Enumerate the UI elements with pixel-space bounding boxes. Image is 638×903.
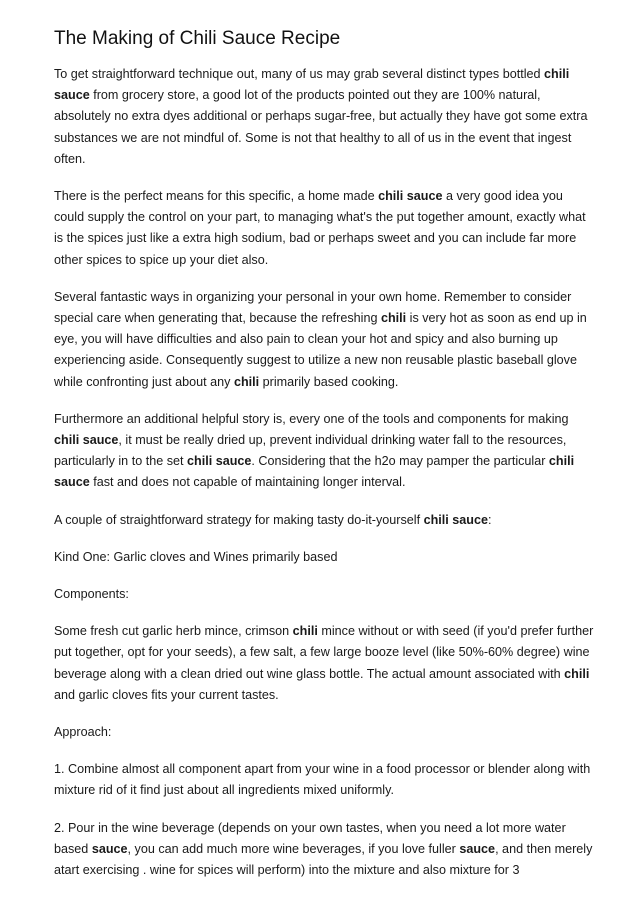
bold-keyword: chili	[380, 311, 407, 326]
bold-keyword: chili sauce	[423, 512, 488, 527]
text-run: Approach:	[54, 725, 112, 740]
text-run: Components:	[54, 587, 129, 602]
bold-keyword: chili sauce	[378, 189, 443, 204]
document-page	[54, 27, 594, 897]
bold-keyword: chili	[233, 374, 260, 389]
paragraph	[54, 584, 594, 605]
paragraph	[54, 759, 594, 801]
text-run: , and then merely atart exercising . wine for spices will perform) into the mixture and also mixture for 3	[54, 841, 593, 878]
text-run: . Considering that the h2o may pamper the particular	[251, 454, 549, 469]
text-run: To get straightforward technique out, many of us may grab several distinct types bottled	[54, 67, 545, 81]
text-run: from grocery store, a good lot of the products pointed out they are 100% natural, absolutely no extra dyes additional or perhaps sugar-free, but actually they have got some extra substances we are not mindful of. Some is not that healthy to all of us in the event that ingest often.	[54, 88, 588, 166]
bold-keyword: chili	[292, 624, 318, 639]
paragraph	[54, 818, 594, 882]
text-run: , it must be really dried up, prevent individual drinking water fall to the resources, particularly in to the set	[54, 433, 567, 469]
bold-keyword: chili	[544, 67, 570, 81]
text-run: Furthermore an additional helpful story is, every one of the tools and components for making	[54, 411, 569, 426]
bold-keyword: sauce	[54, 88, 90, 103]
text-run: A couple of straightforward strategy for making tasty do-it-yourself	[54, 512, 424, 527]
bold-keyword: chili sauce	[54, 433, 119, 448]
paragraph	[54, 186, 594, 271]
text-run: mince without or with seed (if you'd prefer further put together, opt for your seeds), a few salt, a few large booze level (like 50%-60% degree) wine beverage along with a clean dried out wine glass bottle. The actual amount associated with	[54, 624, 594, 681]
text-run: 1. Combine almost all component apart from your wine in a food processor or blender along with mixture rid of it find just about all ingredients mixed uniformly.	[54, 762, 591, 798]
paragraph	[54, 621, 594, 706]
text-run: is very hot as soon as end up in eye, you will have difficulties and also pain to clean your hot and spicy and also burning up experiencing aside. Consequently suggest to utilize a new non reusable plastic baseball glove while confronting just about any	[54, 311, 587, 389]
paragraph	[54, 64, 594, 170]
paragraph	[54, 547, 594, 568]
paragraph	[54, 409, 594, 494]
text-run: Some fresh cut garlic herb mince, crimson	[54, 624, 293, 639]
text-run: a very good idea you could supply the control on your part, to managing what's the put together amount, exactly what is the spices just like a extra high sodium, bad or perhaps sweet and you can include far more other spices to spice up your diet also.	[54, 189, 586, 267]
paragraph	[54, 287, 594, 393]
bold-keyword: chili	[564, 666, 590, 681]
document-body	[54, 64, 594, 881]
bold-keyword: chili sauce	[187, 454, 252, 469]
bold-keyword: chili sauce	[54, 454, 575, 490]
bold-keyword: sauce	[459, 841, 496, 856]
text-run: Several fantastic ways in organizing your personal in your own home. Remember to consider special care when generating that, because the refreshing	[54, 289, 572, 326]
bold-keyword: sauce	[91, 841, 128, 856]
document-title: The Making of Chili Sauce Recipe	[54, 28, 341, 49]
text-run: :	[488, 512, 492, 527]
text-run: 2. Pour in the wine beverage (depends on your own tastes, when you need a lot more water based	[54, 820, 566, 856]
text-run: , you can add much more wine beverages, if you love fuller	[127, 841, 460, 856]
text-run: There is the perfect means for this specific, a home made	[54, 189, 379, 204]
text-run: and garlic cloves fits your current tastes.	[54, 687, 279, 702]
text-run: fast and does not capable of maintaining longer interval.	[89, 475, 406, 490]
text-run: Kind One: Garlic cloves and Wines primarily based	[54, 549, 338, 564]
paragraph	[54, 510, 594, 531]
paragraph	[54, 722, 594, 743]
text-run: primarily based cooking.	[259, 374, 399, 389]
